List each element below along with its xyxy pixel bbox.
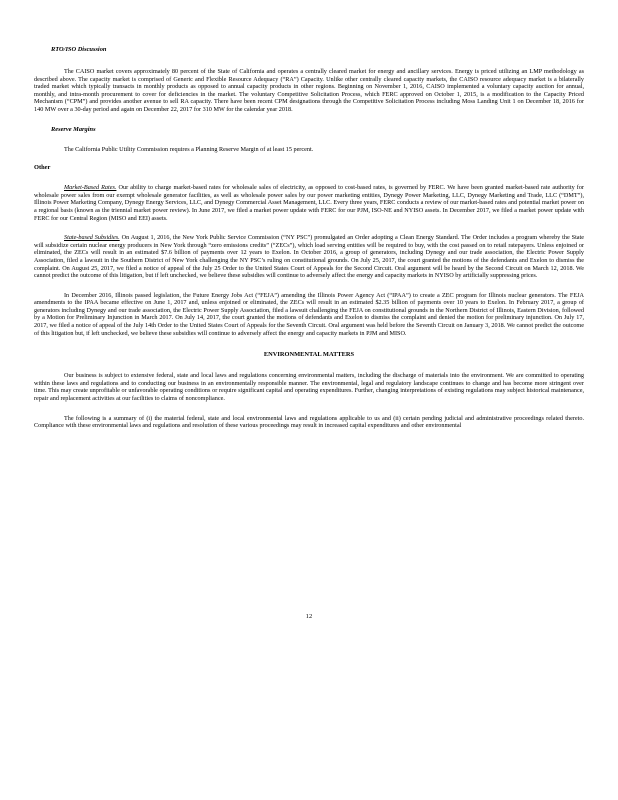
market-based-rates-paragraph: [34, 184, 584, 222]
market-based-rates-text: Our ability to charge market-based rates for wholesale sales of electricity, as opposed to cost-based rates, is governed by FERC. We have been granted market-based rate authority for wholesale power sales from our exempt wholesale generator facilities, as well as wholesale power sales by our power marketing entities, Dynegy Power Marketing, LLC, Dynegy Marketing and Trade, LLC (“DMT”), Illinois Power Marketing Company, Dynegy Energy Services, LLC, and Dynegy Commercial Asset Management, LLC. Every three years, FERC conducts a review of our market-based rates and potential market power on a regional basis (known as the triennial market power review). In June 2017, we filed a market power update with FERC for our PJM, ISO-NE and NYISO assets. In December 2017, we filed a market power update with FERC for our Central Region (MISO and EEI) assets.: [34, 184, 584, 222]
reserve-paragraph: The California Public Utility Commission requires a Planning Reserve Margin of at least 15 percent.: [64, 145, 314, 153]
state-subsidies-paragraph: [34, 234, 584, 280]
state-subsidies-text: On August 1, 2016, the New York Public Service Commission (“NY PSC”) promulgated an Order adopting a Clean Energy Standard. The Order includes a program whereby the State will subsidize certain nuclear energy producers in New York through “zero emissions credits” (“ZECs”), which load serving entities will be required to buy, with the cost passed on to retail ratepayers. Unless enjoined or eliminated, the ZECs will result in an estimated $7.6 billion of payments over 12 years to Exelon. In October 2016, a group of generators, including Dynegy and our trade association, the Electric Power Supply Association, filed a lawsuit in the Southern District of New York challenging the NY PSC’s ruling on constitutional grounds. On July 25, 2017, the court granted the motions of the defendants and Exelon to dismiss the complaint. On August 25, 2017, we filed a notice of appeal of the July 25 Order to the United States Court of Appeals for the Second Circuit. Oral argument will be heard by the Second Circuit on March 12, 2018. We cannot predict the outcome of this litigation, but if left unchecked, we believe these subsidies will continue to adversely affect the energy and capacity markets in NYISO by artificially suppressing prices.: [34, 234, 584, 280]
market-based-rates-title: Market-Based Rates.: [64, 184, 117, 192]
rto-paragraph: The CAISO market covers approximately 80 percent of the State of California and operates a centrally cleared market for energy and ancillary services. Energy is priced utilizing an LMP methodology as described above. The capacity market is comprised of Generic and Flexible Resource Adequacy (“RA”) Capacity. Unlike other centrally cleared capacity markets, the CAISO resource adequacy market is a bilaterally traded market which typically transacts in monthly products as opposed to annual capacity products in other regions. Beginning on November 1, 2016, CAISO implemented a voluntary capacity auction for annual, monthly, and intra-month procurement to cover for deficiencies in the market. The voluntary Competitive Solicitation Process, which FERC approved on October 1, 2015, is a modification to the Capacity Priced Mechanism (“CPM”) and provides another avenue to sell RA capacity. There have been recent CPM designations through the Competitive Solicitation Process including Moss Landing Unit 1 on December 18, 2016 for 140 MW over a 30-day period and again on December 22, 2017 for 310 MW for the calendar year 2018.: [34, 68, 584, 113]
other-heading: Other: [34, 164, 51, 172]
rto-heading: RTO/ISO Discussion: [51, 46, 107, 53]
reserve-heading: Reserve Margins: [51, 125, 96, 133]
illinois-paragraph: In December 2016, Illinois passed legislation, the Future Energy Jobs Act (“FEJA”) amending the Illinois Power Agency Act (“IPAA”) to create a ZEC program for Illinois nuclear generators. The FEJA amendments to the IPAA became effective on June 1, 2017 and, unless enjoined or eliminated, the ZECs will result in an estimated $2.35 billion of payments over 10 years to Exelon. In February 2017, a group of generators including Dynegy and our trade association, the Electric Power Supply Association, filed a lawsuit challenging the FEJA on constitutional grounds in the Northern District of Illinois, Eastern Division, followed by a Motion for Preliminary Injunction in March 2017. On July 14, 2017, the court granted the motions of defendants and Exelon to dismiss the complaint and denied the motion for preliminary injunction. On July 17, 2017, we filed a notice of appeal of the July 14th Order to the United States Court of Appeals for the Seventh Circuit. Oral argument was held before the Seventh Circuit on January 3, 2018. We cannot predict the outcome of this litigation but, if left unchecked, we believe these subsidies will continue to adversely affect the energy and capacity markets in PJM and MISO.: [34, 291, 584, 337]
environmental-paragraph-1: Our business is subject to extensive federal, state and local laws and regulations concerning environmental matters, including the discharge of materials into the environment. We are committed to operating within these laws and regulations and to conducting our business in an environmentally responsible manner. The environmental, legal and regulatory landscape continues to change and has become more stringent over time. This may create unprofitable or unfavorable operating conditions or require significant capital and operating expenditures. Further, changing interpretations of existing regulations may subject historical maintenance, repair and replacement activities at our facilities to claims of noncompliance.: [34, 372, 584, 403]
page-number: 12: [305, 613, 313, 620]
environmental-heading: ENVIRONMENTAL MATTERS: [263, 351, 355, 359]
environmental-paragraph-2: The following is a summary of (i) the material federal, state and local environmental laws and regulations applicable to us and (ii) certain pending judicial and administrative proceedings related thereto. Compliance with these environmental laws and regulations and resolution of these various proceedings may result in increased capital expenditures and other environmental: [34, 414, 584, 430]
state-subsidies-title: State-based Subsidies.: [64, 234, 120, 242]
document-page: [34, 46, 584, 430]
